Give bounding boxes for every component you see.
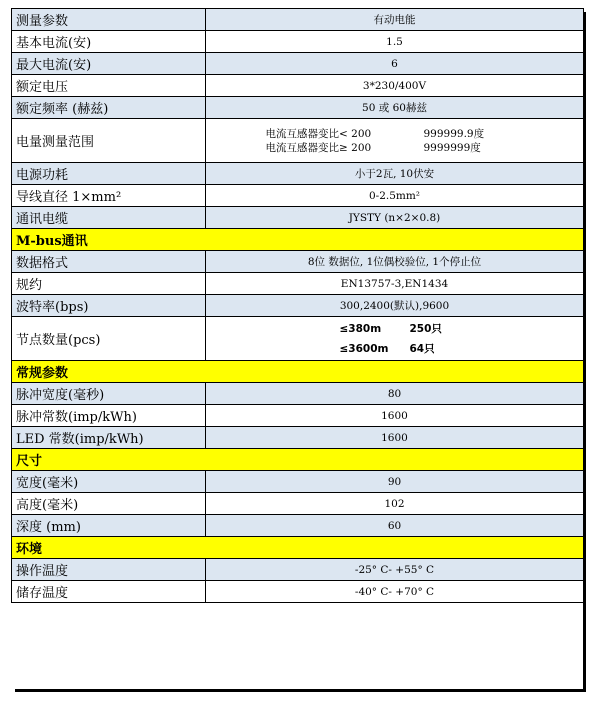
section-title-size: 尺寸: [12, 449, 584, 471]
table-row: [12, 427, 584, 449]
table-row: [12, 53, 584, 75]
table-row: [12, 383, 584, 405]
section-row: [12, 537, 584, 559]
row-value: EN13757-3,EN1434: [206, 273, 584, 295]
row-label: 额定频率 (赫兹): [12, 97, 206, 119]
range-line2-left: 电流互感器变比≥ 200: [265, 141, 372, 154]
table-row: [12, 273, 584, 295]
row-label: 脉冲宽度(毫秒): [12, 383, 206, 405]
nodes-value: [206, 317, 584, 361]
range-line2-right: 9999999度: [423, 141, 481, 154]
nodes-line1-distance: ≤380m: [339, 322, 382, 335]
row-value: 1600: [206, 405, 584, 427]
row-label: 储存温度: [12, 581, 206, 603]
spec-sheet: [11, 8, 585, 603]
table-row: [12, 405, 584, 427]
nodes-line2-count: 64只: [409, 342, 435, 355]
row-label: 导线直径 1×mm²: [12, 185, 206, 207]
row-label: 高度(毫米): [12, 493, 206, 515]
table-row: [12, 119, 584, 163]
row-value: JYSTY (n×2×0.8): [206, 207, 584, 229]
row-value: 102: [206, 493, 584, 515]
row-value: 50 或 60赫兹: [206, 97, 584, 119]
table-row: [12, 31, 584, 53]
row-label: 脉冲常数(imp/kWh): [12, 405, 206, 427]
table-row: [12, 97, 584, 119]
row-value: 300,2400(默认),9600: [206, 295, 584, 317]
row-label: 规约: [12, 273, 206, 295]
row-value: 0-2.5mm²: [206, 185, 584, 207]
row-label: 最大电流(安): [12, 53, 206, 75]
table-shadow-bottom: [15, 689, 586, 692]
row-label: 波特率(bps): [12, 295, 206, 317]
row-label: 通讯电缆: [12, 207, 206, 229]
spec-table: [11, 8, 584, 603]
range-line1-right: 999999.9度: [423, 127, 485, 140]
nodes-line2-distance: ≤3600m: [339, 342, 389, 355]
section-row: [12, 229, 584, 251]
row-value: 1.5: [206, 31, 584, 53]
row-value: -40° C- +70° C: [206, 581, 584, 603]
table-row: [12, 515, 584, 537]
table-row: [12, 185, 584, 207]
row-value: -25° C- +55° C: [206, 559, 584, 581]
row-value: 小于2瓦, 10伏安: [206, 163, 584, 185]
row-value: 90: [206, 471, 584, 493]
row-value: 60: [206, 515, 584, 537]
table-row: [12, 251, 584, 273]
range-line1-left: 电流互感器变比< 200: [265, 127, 372, 140]
table-row: [12, 493, 584, 515]
range-label: 电量测量范围: [12, 119, 206, 163]
nodes-label: 节点数量(pcs): [12, 317, 206, 361]
table-row: [12, 207, 584, 229]
row-label: 数据格式: [12, 251, 206, 273]
table-row: [12, 317, 584, 361]
header-value: 有动电能: [206, 9, 584, 31]
section-title-mbus: M-bus通讯: [12, 229, 584, 251]
row-label: 深度 (mm): [12, 515, 206, 537]
row-label: 操作温度: [12, 559, 206, 581]
row-label: 额定电压: [12, 75, 206, 97]
table-row: [12, 9, 584, 31]
row-value: 80: [206, 383, 584, 405]
table-row: [12, 471, 584, 493]
table-row: [12, 559, 584, 581]
row-value: 1600: [206, 427, 584, 449]
section-title-general: 常规参数: [12, 361, 584, 383]
row-label: 基本电流(安): [12, 31, 206, 53]
section-row: [12, 361, 584, 383]
row-label: 宽度(毫米): [12, 471, 206, 493]
table-row: [12, 295, 584, 317]
row-label: 电源功耗: [12, 163, 206, 185]
row-label: LED 常数(imp/kWh): [12, 427, 206, 449]
row-value: 8位 数据位, 1位偶校验位, 1个停止位: [206, 251, 584, 273]
range-value: [206, 119, 584, 163]
section-title-env: 环境: [12, 537, 584, 559]
row-value: 6: [206, 53, 584, 75]
nodes-line1-count: 250只: [409, 322, 442, 335]
header-label: 测量参数: [12, 9, 206, 31]
table-row: [12, 75, 584, 97]
table-row: [12, 581, 584, 603]
table-row: [12, 163, 584, 185]
section-row: [12, 449, 584, 471]
row-value: 3*230/400V: [206, 75, 584, 97]
